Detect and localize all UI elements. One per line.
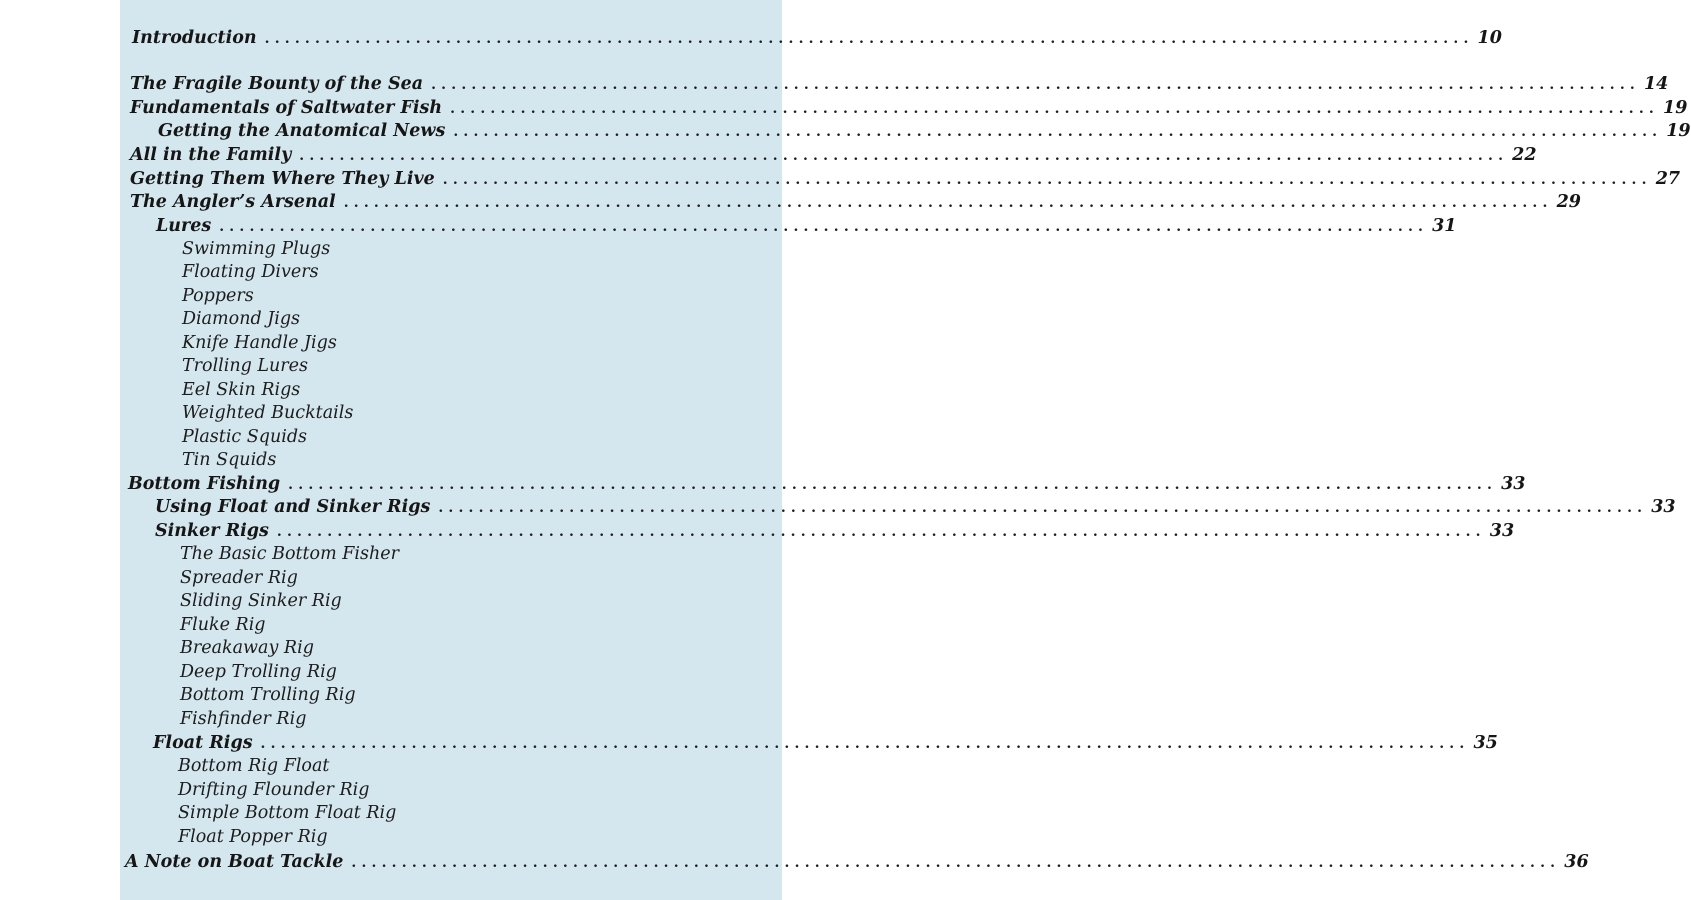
toc-dot-leader: ........................................................................................................................ — [288, 477, 1498, 493]
toc-entry — [158, 121, 1691, 147]
toc-entry-title: Fundamentals of Saltwater Fish — [130, 98, 443, 118]
toc-entry — [130, 145, 1537, 171]
toc-entry-title: Drifting Flounder Rig — [178, 780, 370, 800]
toc-page-number: 33 — [1501, 474, 1526, 494]
toc-entry-title: Weighted Bucktails — [182, 403, 354, 423]
toc-entry-title: Swimming Plugs — [182, 239, 331, 259]
toc-entry — [180, 685, 356, 711]
toc-entry-title: All in the Family — [130, 145, 292, 165]
toc-entry — [182, 309, 300, 335]
toc-entry — [180, 544, 399, 570]
toc-dot-leader: ........................................................................................................................ — [276, 524, 1486, 540]
toc-entry-title: Bottom Fishing — [128, 474, 281, 494]
toc-page-number: 36 — [1564, 852, 1589, 872]
toc-entry-title: A Note on Boat Tackle — [125, 852, 344, 872]
toc-dot-leader: ........................................................................................................................ — [442, 172, 1652, 188]
toc-dot-leader: ........................................................................................................................ — [219, 219, 1429, 235]
toc-entry — [180, 591, 342, 617]
toc-page-number: 29 — [1556, 192, 1581, 212]
toc-dot-leader: ........................................................................................................................ — [450, 101, 1660, 117]
toc-entry-title: Introduction — [132, 28, 257, 48]
toc-entry-title: Getting the Anatomical News — [158, 121, 446, 141]
toc-dot-leader: ........................................................................................................................ — [264, 31, 1474, 47]
toc-entry — [182, 450, 276, 476]
toc-page-number: 22 — [1512, 145, 1537, 165]
toc-dot-leader: ........................................................................................................................ — [343, 195, 1553, 211]
toc-entry-title: Deep Trolling Rig — [180, 662, 337, 682]
toc-page-number: 19 — [1663, 98, 1688, 118]
toc-entry-title: Bottom Trolling Rig — [180, 685, 356, 705]
toc-entry — [178, 756, 329, 782]
toc-entry-title: Knife Handle Jigs — [182, 333, 337, 353]
toc-entry-title: Sliding Sinker Rig — [180, 591, 342, 611]
toc-entry — [178, 827, 328, 853]
toc-page-number: 14 — [1644, 74, 1669, 94]
toc-dot-leader: ........................................................................................................................ — [260, 736, 1470, 752]
toc-entry-title: Lures — [156, 216, 212, 236]
toc-entry-title: The Angler’s Arsenal — [130, 192, 336, 212]
toc-entry — [130, 74, 1669, 100]
toc-entry-title: Fishfinder Rig — [180, 709, 307, 729]
toc-entry — [132, 28, 1502, 54]
toc-entry-title: Floating Divers — [182, 262, 319, 282]
toc-entry — [130, 192, 1581, 218]
toc-entry — [180, 638, 314, 664]
toc-entry — [182, 403, 353, 429]
toc-entry — [180, 709, 306, 735]
toc-entry-title: Getting Them Where They Live — [130, 169, 435, 189]
toc-page-number: 27 — [1655, 169, 1681, 189]
toc-entry-title: Poppers — [182, 286, 254, 306]
toc-entry — [178, 803, 396, 829]
table-of-contents — [120, 0, 1691, 900]
toc-entry-title: The Fragile Bounty of the Sea — [130, 74, 424, 94]
toc-dot-leader: ........................................................................................................................ — [438, 500, 1648, 516]
toc-dot-leader: ........................................................................................................................ — [351, 855, 1561, 871]
toc-entry — [125, 852, 1589, 878]
toc-entry-title: Simple Bottom Float Rig — [178, 803, 397, 823]
toc-entry — [182, 262, 319, 288]
toc-page — [120, 0, 1691, 900]
toc-entry-title: Using Float and Sinker Rigs — [155, 497, 431, 517]
toc-dot-leader: ........................................................................................................................ — [431, 77, 1640, 93]
toc-page-number: 10 — [1477, 28, 1502, 48]
toc-entry-title: Float Rigs — [153, 733, 253, 753]
toc-page-number: 31 — [1432, 216, 1457, 236]
toc-entry-title: Breakaway Rig — [180, 638, 314, 658]
toc-page-number: 33 — [1651, 497, 1676, 517]
toc-page-number: 19 — [1666, 121, 1691, 141]
toc-entry-title: Trolling Lures — [182, 356, 308, 376]
toc-entry-title: Diamond Jigs — [182, 309, 301, 329]
toc-page-number: 35 — [1473, 733, 1498, 753]
toc-page-number: 33 — [1489, 521, 1515, 541]
toc-entry-title: Sinker Rigs — [155, 521, 269, 541]
toc-entry-title: Spreader Rig — [180, 568, 298, 588]
toc-entry-title: Fluke Rig — [180, 615, 266, 635]
toc-entry-title: The Basic Bottom Fisher — [180, 544, 399, 564]
toc-entry-title: Bottom Rig Float — [178, 756, 330, 776]
toc-entry — [182, 356, 308, 382]
toc-entry-title: Eel Skin Rigs — [182, 380, 301, 400]
toc-entry-title: Tin Squids — [182, 450, 277, 470]
toc-dot-leader: ........................................................................................................................ — [453, 124, 1663, 140]
toc-dot-leader: ........................................................................................................................ — [299, 148, 1509, 164]
toc-entry — [155, 497, 1676, 523]
toc-entry-title: Plastic Squids — [182, 427, 308, 447]
toc-entry-title: Float Popper Rig — [178, 827, 328, 847]
